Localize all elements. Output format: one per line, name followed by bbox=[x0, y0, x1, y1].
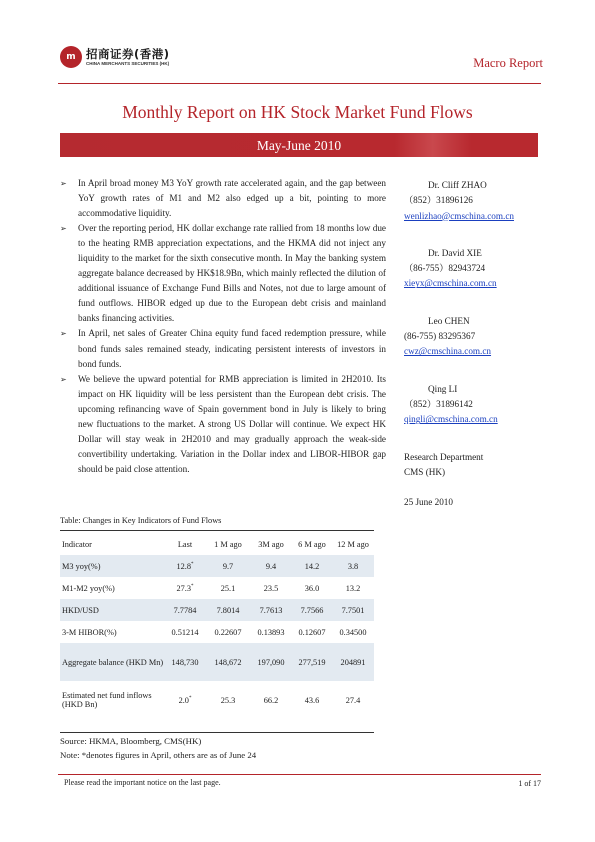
cell-12m: 13.2 bbox=[345, 583, 361, 593]
report-title: Monthly Report on HK Stock Market Fund Flows bbox=[122, 102, 473, 122]
cell-3m: 197,090 bbox=[250, 643, 292, 681]
analyst-contact bbox=[404, 246, 544, 292]
bullet-text: In April broad money M3 YoY growth rate accelerated again, and the gap between YoY growth rates of M1 and M2 also edged up a bit, pointing to more accommodative liquidity. bbox=[78, 178, 386, 219]
analyst-email-link[interactable]: xieyx@cmschina.com.cn bbox=[404, 278, 497, 289]
report-type: Macro Report bbox=[473, 56, 543, 70]
footnote-mark: * bbox=[191, 583, 194, 589]
cell-3m: 23.5 bbox=[263, 583, 279, 593]
cell-3m: 0.13893 bbox=[257, 627, 285, 637]
logo-icon: m bbox=[60, 46, 82, 68]
analyst-contact bbox=[404, 314, 544, 360]
cell-3m: 7.7613 bbox=[250, 599, 292, 621]
header-3m: 3M ago bbox=[258, 539, 284, 549]
cell-last: 12.8* bbox=[164, 555, 206, 577]
important-notice: Please read the important notice on the last page. bbox=[64, 778, 221, 787]
cell-12m: 7.7501 bbox=[332, 599, 374, 621]
table-row bbox=[60, 681, 374, 719]
cell-6m: 36.0 bbox=[304, 583, 320, 593]
cell-last: 0.51214 bbox=[171, 627, 199, 637]
cell-3m: 66.2 bbox=[263, 695, 279, 705]
page-number: 1 of 17 bbox=[518, 779, 541, 788]
cell-1m: 0.22607 bbox=[214, 627, 242, 637]
summary-bullets bbox=[60, 176, 386, 477]
department-name: Research Department bbox=[404, 451, 484, 462]
arrow-bullet-icon: ➢ bbox=[60, 374, 67, 384]
arrow-bullet-icon: ➢ bbox=[60, 224, 67, 234]
logo-text bbox=[86, 48, 170, 67]
table-notes bbox=[60, 734, 256, 762]
analyst-name: Dr. David XIE bbox=[428, 247, 482, 258]
cell-6m: 43.6 bbox=[304, 695, 320, 705]
department bbox=[404, 450, 544, 481]
cell-12m: 204891 bbox=[332, 643, 374, 681]
header-12m: 12 M ago bbox=[337, 539, 369, 549]
row-label: M3 yoy(%) bbox=[60, 555, 164, 577]
row-label: Estimated net fund inflows (HKD Bn) bbox=[62, 691, 152, 709]
analyst-email-link[interactable]: wenlizhao@cmschina.com.cn bbox=[404, 210, 514, 221]
analyst-contact bbox=[404, 382, 544, 428]
table-header-row bbox=[60, 533, 374, 555]
cell-last: 27.3* bbox=[176, 583, 194, 593]
analyst-email-link[interactable]: qingli@cmschina.com.cn bbox=[404, 414, 498, 425]
cell-1m: 9.7 bbox=[206, 555, 250, 577]
cell-6m: 7.7566 bbox=[292, 599, 332, 621]
cell-1m: 148,672 bbox=[206, 643, 250, 681]
cell-1m: 7.8014 bbox=[206, 599, 250, 621]
summary-bullet bbox=[60, 176, 386, 221]
table-row bbox=[60, 577, 374, 599]
cell-12m: 3.8 bbox=[332, 555, 374, 577]
table-row bbox=[60, 599, 374, 621]
cell-1m: 25.1 bbox=[220, 583, 236, 593]
table-top-rule bbox=[60, 530, 374, 531]
department-unit: CMS (HK) bbox=[404, 466, 446, 477]
cell-12m: 27.4 bbox=[345, 695, 361, 705]
analyst-phone: (86-755) 83295367 bbox=[404, 331, 476, 342]
analyst-name: Leo CHEN bbox=[428, 315, 470, 326]
cell-1m: 25.3 bbox=[220, 695, 236, 705]
footnote: Note: *denotes figures in April, others are as of June 24 bbox=[60, 750, 257, 760]
analyst-contacts bbox=[404, 178, 544, 510]
footnote-mark: * bbox=[191, 561, 194, 567]
footer-divider bbox=[58, 774, 541, 775]
table-bottom-rule bbox=[60, 732, 374, 733]
row-label: HKD/USD bbox=[60, 599, 164, 621]
period-banner bbox=[60, 133, 538, 157]
header-6m: 6 M ago bbox=[298, 539, 326, 549]
row-label: 3-M HIBOR(%) bbox=[62, 627, 117, 637]
row-label: Aggregate balance (HKD Mn) bbox=[60, 643, 164, 681]
cell-6m: 277,519 bbox=[292, 643, 332, 681]
report-period: May-June 2010 bbox=[256, 138, 342, 153]
report-date: 25 June 2010 bbox=[404, 497, 453, 508]
table-row bbox=[60, 643, 374, 681]
table-row bbox=[60, 555, 374, 577]
footnote-mark: * bbox=[188, 695, 192, 701]
logo-chinese-name: 招商证券(香港) bbox=[86, 46, 170, 61]
header-divider bbox=[58, 83, 541, 84]
row-label: M1-M2 yoy(%) bbox=[62, 583, 115, 593]
cell-last: 7.7784 bbox=[164, 599, 206, 621]
table-caption: Table: Changes in Key Indicators of Fund Flows bbox=[60, 516, 222, 525]
header-last: Last bbox=[177, 539, 193, 549]
logo-english-name: CHINA MERCHANTS SECURITIES (HK) bbox=[86, 60, 170, 66]
analyst-phone: （852）31896142 bbox=[404, 398, 473, 409]
analyst-name: Dr. Cliff ZHAO bbox=[428, 180, 487, 190]
summary-bullet bbox=[60, 326, 386, 371]
indicator-table bbox=[60, 533, 374, 719]
arrow-bullet-icon: ➢ bbox=[60, 179, 67, 188]
cell-last: 2.0* bbox=[178, 695, 192, 705]
summary-bullet bbox=[60, 221, 386, 326]
company-logo bbox=[60, 46, 170, 68]
header-indicator: Indicator bbox=[62, 539, 92, 549]
bullet-text: In April, net sales of Greater China equity fund faced redemption pressure, while bond funds sales remained steady, indicating persistent interests of investors in bond funds. bbox=[78, 328, 386, 369]
analyst-phone: （86-755）82943724 bbox=[404, 263, 486, 274]
table-row bbox=[60, 621, 374, 643]
cell-6m: 0.12607 bbox=[298, 627, 326, 637]
analyst-contact bbox=[404, 178, 544, 224]
bullet-text: Over the reporting period, HK dollar exchange rate rallied from 18 months low due to the heating RMB appreciation expectations, and the HKMA did not inject any liquidity to the market for the sixth consecutive month. In May the banking system aggregate balance decreased by HK$18.9Bn, which mainly reflected the dilution of additional issuance of Exchange Fund Bills and Notes, not due to large amount of fund outflows. HIBOR edged up due to the European debt crisis and mainland banks financing activities. bbox=[78, 223, 386, 324]
source-note: Source: HKMA, Bloomberg, CMS(HK) bbox=[60, 736, 202, 746]
arrow-bullet-icon: ➢ bbox=[60, 329, 67, 339]
analyst-name: Qing LI bbox=[428, 383, 458, 394]
bullet-text: We believe the upward potential for RMB appreciation is limited in 2H2010. Its impact on HK liquidity will be less persistent than the European debt crisis. The upcoming refinancing wave of Spain government bond in July is likely to bring new fluctuations to the market. A strong US Dollar will continue. We expect HK Dollar will stay weak in 2H2010 and may gradually approach the weak-side convertibility undertaking. Variation in the Dollar index and LIBOR-HIBOR gap should be paid close attention. bbox=[78, 373, 386, 474]
summary-bullet bbox=[60, 372, 386, 477]
cell-3m: 9.4 bbox=[250, 555, 292, 577]
header-1m: 1 M ago bbox=[214, 539, 242, 549]
analyst-phone: （852）31896126 bbox=[404, 195, 473, 206]
cell-last: 148,730 bbox=[164, 643, 206, 681]
analyst-email-link[interactable]: cwz@cmschina.com.cn bbox=[404, 346, 492, 357]
cell-6m: 14.2 bbox=[292, 555, 332, 577]
cell-12m: 0.34500 bbox=[339, 627, 367, 637]
